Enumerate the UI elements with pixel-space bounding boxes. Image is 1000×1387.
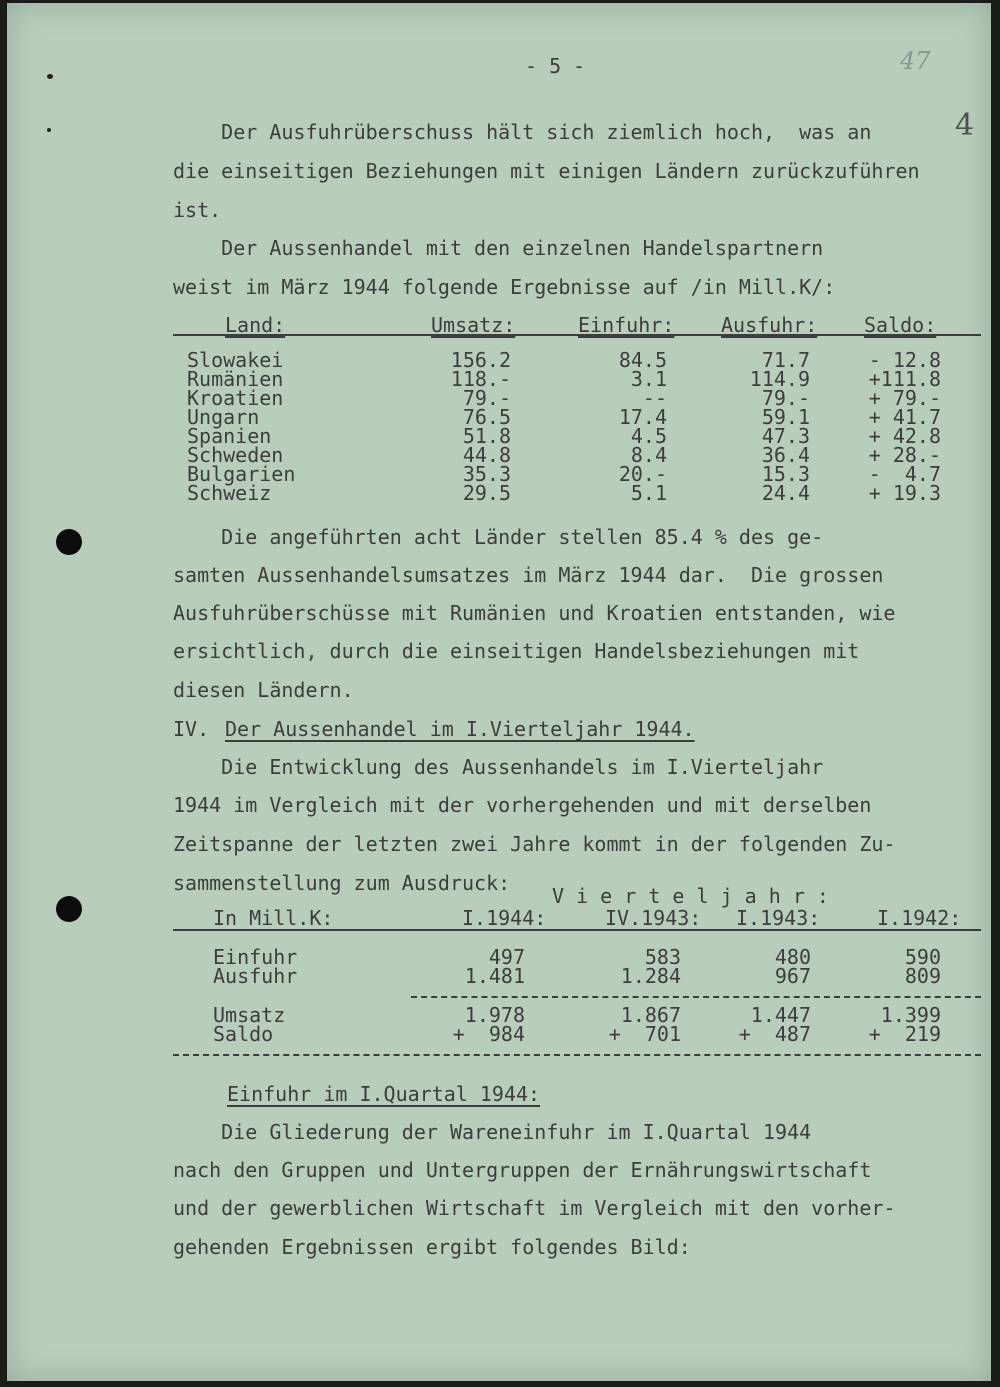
text-line: ersichtlich, durch die einseitigen Handelsbeziehungen mit	[173, 639, 860, 663]
einfuhr-cell: --	[642, 386, 667, 410]
saldo-cell: +111.8	[868, 367, 941, 391]
document-page	[7, 3, 991, 1381]
text-line: 1944 im Vergleich mit der vorhergehenden und mit derselben	[173, 793, 872, 817]
value-cell: 1.284	[620, 964, 681, 988]
umsatz-cell: 51.8	[462, 424, 511, 448]
section-title: Der Aussenhandel im I.Vierteljahr 1944.	[225, 717, 695, 741]
value-cell: 1.978	[464, 1003, 525, 1027]
table1-header-land: Land:	[225, 313, 286, 337]
table1-header-umsatz: Umsatz:	[431, 313, 516, 337]
punch-hole	[56, 529, 82, 555]
value-cell: 480	[774, 945, 811, 969]
country-cell: Kroatien	[187, 386, 284, 410]
einfuhr-cell: 84.5	[618, 348, 667, 372]
text-line: sammenstellung zum Ausdruck:	[173, 871, 511, 895]
saldo-cell: - 12.8	[868, 348, 941, 372]
table1-header-saldo: Saldo:	[864, 313, 937, 337]
text-line: und der gewerblichen Wirtschaft im Vergleich mit den vorher-	[173, 1196, 896, 1220]
country-cell: Schweiz	[187, 481, 272, 505]
country-cell: Bulgarien	[187, 462, 296, 486]
text-line: Der Ausfuhrüberschuss hält sich ziemlich hoch, was an	[173, 120, 872, 144]
text-line: nach den Gruppen und Untergruppen der Ernährungswirtschaft	[173, 1158, 872, 1182]
text-line: diesen Ländern.	[173, 678, 354, 702]
text-line: Die Gliederung der Wareneinfuhr im I.Quartal 1944	[173, 1120, 812, 1144]
section-number: IV.	[173, 717, 210, 741]
pencil-folio-number: 47	[900, 47, 931, 75]
value-cell: + 701	[608, 1022, 681, 1046]
country-cell: Slowakei	[187, 348, 284, 372]
table2-header-rule	[173, 929, 981, 931]
ausfuhr-cell: 15.3	[761, 462, 810, 486]
table2-header-q4-1943: IV.1943:	[605, 906, 702, 930]
table2-subtotal-rule	[411, 996, 981, 998]
table2-header-unit: In Mill.K:	[213, 906, 334, 930]
saldo-cell: - 4.7	[868, 462, 941, 486]
table2-header-q1-1943: I.1943:	[736, 906, 821, 930]
saldo-cell: + 79.-	[868, 386, 941, 410]
table1-header-rule	[173, 334, 981, 336]
value-cell: 590	[904, 945, 941, 969]
row-label: Ausfuhr	[213, 964, 298, 988]
text-line: samten Aussenhandelsumsatzes im März 1944 dar. Die grossen	[173, 563, 884, 587]
value-cell: 1.399	[880, 1003, 941, 1027]
value-cell: 967	[774, 964, 811, 988]
text-line: gehenden Ergebnissen ergibt folgendes Bild:	[173, 1235, 691, 1259]
text-line: Der Aussenhandel mit den einzelnen Handelspartnern	[173, 236, 824, 260]
handwritten-mark: 4	[955, 108, 975, 143]
table1-header-ausfuhr: Ausfuhr:	[721, 313, 818, 337]
country-cell: Schweden	[187, 443, 284, 467]
text-line: Ausfuhrüberschüsse mit Rumänien und Kroatien entstanden, wie	[173, 601, 896, 625]
umsatz-cell: 156.2	[450, 348, 511, 372]
umsatz-cell: 79.-	[462, 386, 511, 410]
ausfuhr-cell: 114.9	[749, 367, 810, 391]
punch-hole	[56, 896, 82, 922]
table2-bottom-rule	[173, 1054, 981, 1056]
value-cell: + 984	[452, 1022, 525, 1046]
text-line: Die angeführten acht Länder stellen 85.4 % des ge-	[173, 525, 824, 549]
value-cell: 809	[904, 964, 941, 988]
ausfuhr-cell: 59.1	[761, 405, 810, 429]
umsatz-cell: 44.8	[462, 443, 511, 467]
table2-group-header: V i e r t e l j a h r :	[552, 884, 829, 908]
ausfuhr-cell: 47.3	[761, 424, 810, 448]
saldo-cell: + 42.8	[868, 424, 941, 448]
einfuhr-cell: 20.-	[618, 462, 667, 486]
value-cell: 497	[488, 945, 525, 969]
value-cell: + 487	[738, 1022, 811, 1046]
page-number: - 5 -	[525, 54, 586, 78]
einfuhr-cell: 17.4	[618, 405, 667, 429]
country-cell: Spanien	[187, 424, 272, 448]
value-cell: + 219	[868, 1022, 941, 1046]
text-line: weist im März 1944 folgende Ergebnisse auf /in Mill.K/:	[173, 275, 836, 299]
ausfuhr-cell: 24.4	[761, 481, 810, 505]
value-cell: 1.481	[464, 964, 525, 988]
table2-header-q1-1942: I.1942:	[877, 906, 962, 930]
table1-header-einfuhr: Einfuhr:	[578, 313, 675, 337]
table2-header-q1-1944: I.1944:	[462, 906, 547, 930]
einfuhr-cell: 5.1	[630, 481, 667, 505]
umsatz-cell: 35.3	[462, 462, 511, 486]
row-label: Umsatz	[213, 1003, 286, 1027]
ausfuhr-cell: 36.4	[761, 443, 810, 467]
value-cell: 1.867	[620, 1003, 681, 1027]
row-label: Saldo	[213, 1022, 274, 1046]
einfuhr-cell: 8.4	[630, 443, 667, 467]
ausfuhr-cell: 79.-	[761, 386, 810, 410]
umsatz-cell: 29.5	[462, 481, 511, 505]
paper-speck	[47, 74, 53, 79]
umsatz-cell: 118.-	[450, 367, 511, 391]
row-label: Einfuhr	[213, 945, 298, 969]
subheading: Einfuhr im I.Quartal 1944:	[227, 1082, 541, 1106]
saldo-cell: + 41.7	[868, 405, 941, 429]
paper-speck	[47, 128, 51, 132]
einfuhr-cell: 4.5	[630, 424, 667, 448]
text-line: die einseitigen Beziehungen mit einigen Ländern zurückzuführen	[173, 159, 920, 183]
saldo-cell: + 19.3	[868, 481, 941, 505]
saldo-cell: + 28.-	[868, 443, 941, 467]
value-cell: 583	[644, 945, 681, 969]
country-cell: Rumänien	[187, 367, 284, 391]
country-cell: Ungarn	[187, 405, 260, 429]
value-cell: 1.447	[750, 1003, 811, 1027]
einfuhr-cell: 3.1	[630, 367, 667, 391]
ausfuhr-cell: 71.7	[761, 348, 810, 372]
text-line: Zeitspanne der letzten zwei Jahre kommt in der folgenden Zu-	[173, 832, 896, 856]
text-line: Die Entwicklung des Aussenhandels im I.Vierteljahr	[173, 755, 824, 779]
umsatz-cell: 76.5	[462, 405, 511, 429]
text-line: ist.	[173, 198, 222, 222]
